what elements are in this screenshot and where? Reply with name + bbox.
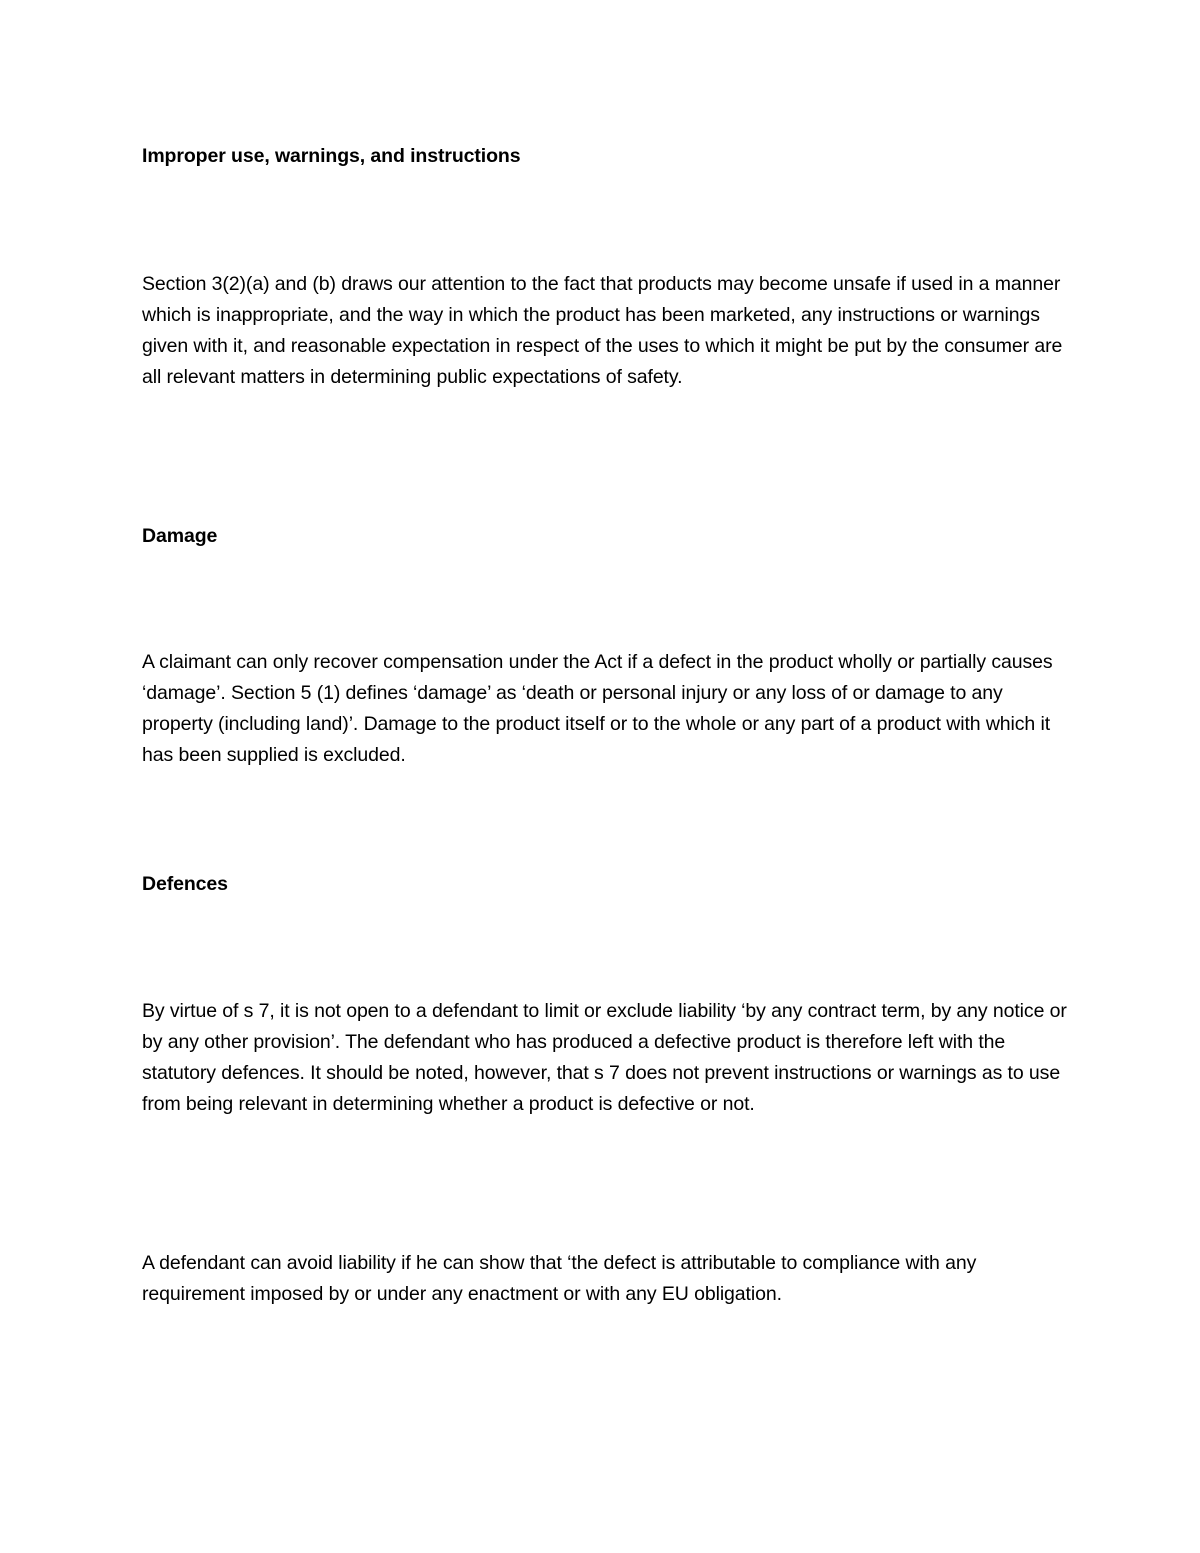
paragraph-damage: A claimant can only recover compensation under the Act if a defect in the product wholly or partially causes ‘damage’. Section 5 (1) defines ‘damage’ as ‘death or personal injury or any loss of or damage to any property (including land)’. Damage to the product itself or to the whole or any part of a product with which it has been supplied is excluded. xyxy=(142,651,1053,766)
section-heading-improper-use: Improper use, warnings, and instructions xyxy=(142,145,521,167)
section-heading-defences: Defences xyxy=(142,873,228,895)
section-heading-damage: Damage xyxy=(142,525,218,547)
paragraph-defences-2: A defendant can avoid liability if he can show that ‘the defect is attributable to compliance with any requirement imposed by or under any enactment or with any EU obligation. xyxy=(142,1252,977,1305)
paragraph-improper-use: Section 3(2)(a) and (b) draws our attention to the fact that products may become unsafe if used in a manner which is inappropriate, and the way in which the product has been marketed, any instructions or warnings given with it, and reasonable expectation in respect of the uses to which it might be put by the consumer are all relevant matters in determining public expectations of safety. xyxy=(142,273,1063,388)
paragraph-defences-1: By virtue of s 7, it is not open to a defendant to limit or exclude liability ‘by any contract term, by any notice or by any other provision’. The defendant who has produced a defective product is therefore left with the statutory defences. It should be noted, however, that s 7 does not prevent instructions or warnings as to use from being relevant in determining whether a product is defective or not. xyxy=(142,1000,1067,1115)
